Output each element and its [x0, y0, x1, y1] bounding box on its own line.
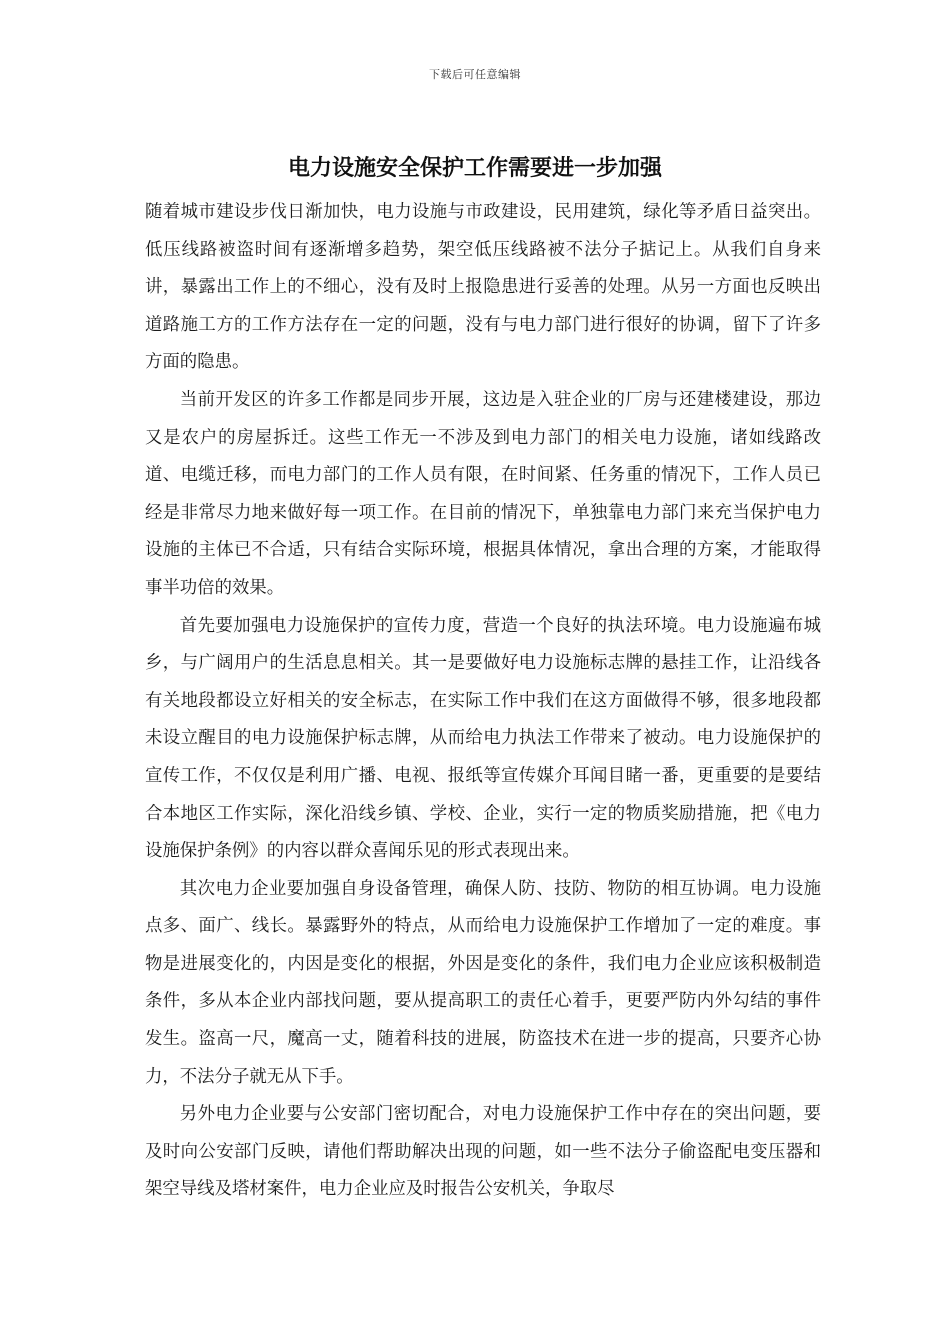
- paragraph-3: 首先要加强电力设施保护的宣传力度，营造一个良好的执法环境。电力设施遍布城乡，与广阔用户的生活息息相关。其一是要做好电力设施标志牌的悬挂工作，让沿线各有关地段都设立好相关的安全标志，在实际工作中我们在这方面做得不够，很多地段都未设立醒目的电力设施保护标志牌，从而给电力执法工作带来了被动。电力设施保护的宣传工作，不仅仅是利用广播、电视、报纸等宣传媒介耳闻目睹一番，更重要的是要结合本地区工作实际，深化沿线乡镇、学校、企业，实行一定的物质奖励措施，把《电力设施保护条例》的内容以群众喜闻乐见的形式表现出来。: [145, 615, 821, 862]
- paragraph-2: 当前开发区的许多工作都是同步开展，这边是入驻企业的厂房与还建楼建设，那边又是农户的房屋拆迁。这些工作无一不涉及到电力部门的相关电力设施，诸如线路改道、电缆迁移，而电力部门的工作人员有限，在时间紧、任务重的情况下，工作人员已经是非常尽力地来做好每一项工作。在目前的情况下，单独靠电力部门来充当保护电力设施的主体已不合适，只有结合实际环境，根据具体情况，拿出合理的方案，才能取得事半功倍的效果。: [145, 389, 821, 598]
- paragraph-4: 其次电力企业要加强自身设备管理，确保人防、技防、物防的相互协调。电力设施点多、面广、线长。暴露野外的特点，从而给电力设施保护工作增加了一定的难度。事物是进展变化的，内因是变化的根据，外因是变化的条件，我们电力企业应该积极制造条件，多从本企业内部找问题，要从提高职工的责任心着手，更要严防内外勾结的事件发生。盗高一尺，魔高一丈，随着科技的进展，防盗技术在进一步的提高，只要齐心协力，不法分子就无从下手。: [145, 878, 821, 1087]
- paragraph-5: 另外电力企业要与公安部门密切配合，对电力设施保护工作中存在的突出问题，要及时向公安部门反映，请他们帮助解决出现的问题，如一些不法分子偷盗配电变压器和架空导线及塔材案件，电力企业应及时报告公安机关，争取尽: [145, 1104, 821, 1200]
- document-body: [145, 194, 821, 1209]
- header-note: 下载后可任意编辑: [429, 68, 521, 81]
- document-title: 电力设施安全保护工作需要进一步加强: [287, 155, 662, 181]
- paragraph-1: 随着城市建设步伐日渐加快，电力设施与市政建设，民用建筑，绿化等矛盾日益突出。低压线路被盗时间有逐渐增多趋势，架空低压线路被不法分子掂记上。从我们自身来讲，暴露出工作上的不细心，没有及时上报隐患进行妥善的处理。从另一方面也反映出道路施工方的工作方法存在一定的问题，没有与电力部门进行很好的协调，留下了许多方面的隐患。: [145, 202, 821, 373]
